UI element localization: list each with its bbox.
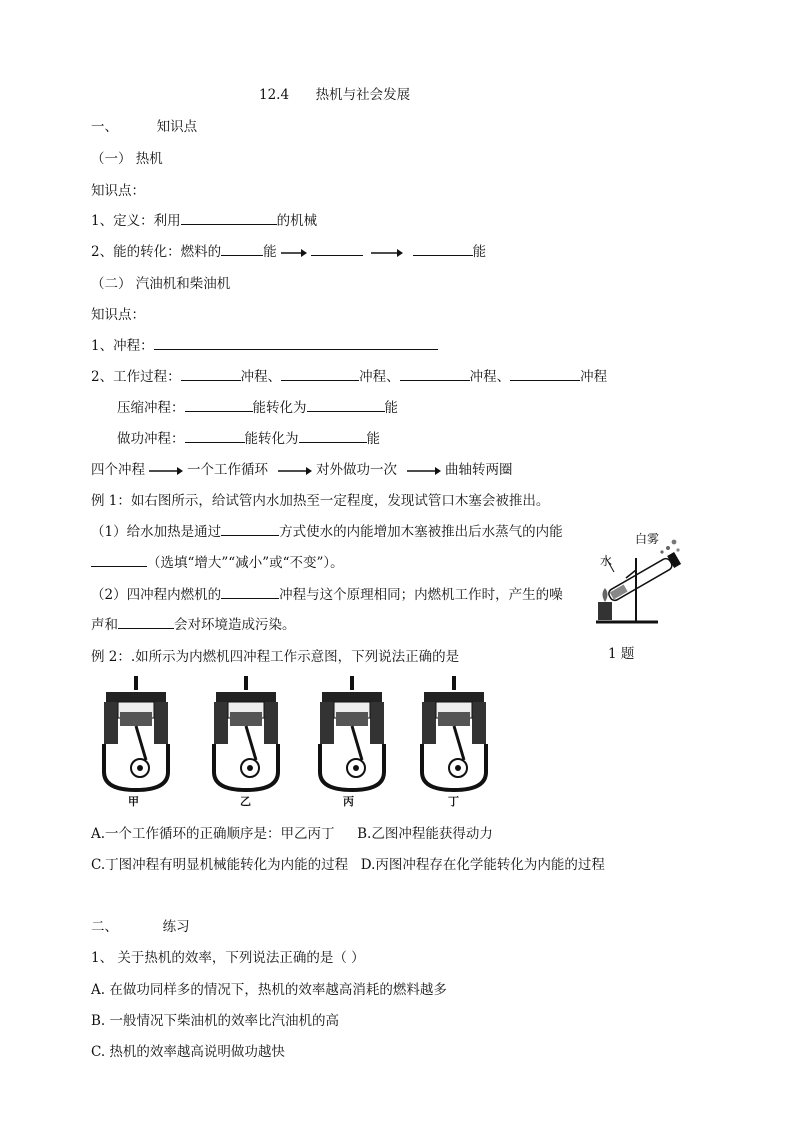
example1-intro: 例 1：如右图所示，给试管内水加热至一定程度，发现试管口木塞会被推出。 bbox=[91, 493, 550, 509]
fill-blank[interactable] bbox=[221, 584, 279, 599]
fill-blank[interactable] bbox=[185, 397, 253, 412]
example1-q2-line1: （2）四冲程内燃机的 冲程与这个原理相同；内燃机工作时，产生的噪 bbox=[91, 583, 563, 603]
arrow-right-icon bbox=[278, 467, 312, 475]
option-c[interactable]: C.丁图冲程有明显机械能转化为内能的过程 bbox=[91, 857, 349, 873]
engine-yi bbox=[214, 676, 278, 790]
fill-blank[interactable] bbox=[91, 552, 147, 567]
arrow-right-icon bbox=[371, 249, 403, 257]
section-heading-1 bbox=[91, 115, 197, 135]
section-number: 一、 bbox=[91, 119, 118, 135]
fill-blank[interactable] bbox=[307, 397, 385, 412]
power-stroke-line: 做功冲程： 能转化为 能 bbox=[117, 427, 380, 447]
option-d[interactable]: D.丙图冲程存在化学能转化为内能的过程 bbox=[360, 857, 605, 873]
section-number: 二、 bbox=[91, 919, 118, 935]
compression-stroke-line: 压缩冲程： 能转化为 能 bbox=[117, 396, 398, 416]
fog-label: 白雾 bbox=[635, 532, 660, 546]
engine-label-yi: 乙 bbox=[240, 795, 251, 808]
section-heading-2 bbox=[91, 915, 190, 935]
cycle-relation-line: 四个冲程 一个工作循环 对外做功一次 曲轴转两圈 bbox=[91, 462, 513, 478]
fill-blank[interactable] bbox=[311, 241, 363, 256]
example2-intro: 例 2：.如所示为内燃机四冲程工作示意图，下列说法正确的是 bbox=[91, 649, 460, 665]
fill-blank[interactable] bbox=[221, 241, 263, 256]
fill-blank[interactable] bbox=[185, 428, 245, 443]
fill-blank[interactable] bbox=[413, 241, 473, 256]
option-a[interactable]: A.一个工作循环的正确顺序是：甲乙丙丁 bbox=[91, 826, 335, 842]
fill-blank[interactable] bbox=[221, 521, 279, 536]
engine-label-ding: 丁 bbox=[448, 795, 459, 808]
engine-label-bing: 丙 bbox=[343, 795, 354, 808]
engine-bing bbox=[320, 676, 384, 790]
work-process-line: 2、工作过程： 冲程、 冲程、 冲程、 冲程 bbox=[91, 365, 607, 385]
title-number: 12.4 bbox=[259, 87, 290, 103]
definition-line: 1、定义：利用 的机械 bbox=[91, 209, 317, 229]
fill-blank[interactable] bbox=[154, 335, 438, 350]
fill-blank[interactable] bbox=[400, 366, 470, 381]
fill-blank[interactable] bbox=[281, 366, 359, 381]
arrow-right-icon bbox=[407, 467, 441, 475]
fill-blank[interactable] bbox=[510, 366, 580, 381]
example2-options-ab bbox=[91, 822, 493, 842]
question1-option-b[interactable]: B. 一般情况下柴油机的效率比汽油机的高 bbox=[91, 1013, 340, 1029]
fill-blank[interactable] bbox=[181, 366, 241, 381]
fill-blank[interactable] bbox=[118, 614, 174, 629]
engine-label-jia: 甲 bbox=[128, 795, 139, 808]
fill-blank[interactable] bbox=[299, 428, 367, 443]
arrow-right-icon bbox=[281, 249, 307, 257]
example1-q1-line1: （1）给水加热是通过 方式使水的内能增加木塞被推出后水蒸气的内能 bbox=[91, 520, 563, 540]
title-text: 热机与社会发展 bbox=[315, 87, 411, 103]
question1-option-a[interactable]: A. 在做功同样多的情况下，热机的效率越高消耗的燃料越多 bbox=[91, 982, 447, 998]
engine-diagrams bbox=[96, 672, 486, 807]
knowledge-label: 知识点： bbox=[91, 307, 145, 323]
subsection-heading-1: （一） 热机 bbox=[91, 151, 163, 167]
question1-stem: 1、 关于热机的效率，下列说法正确的是（ ） bbox=[91, 950, 365, 966]
section-label: 知识点 bbox=[156, 119, 198, 135]
arrow-right-icon bbox=[149, 467, 183, 475]
energy-conversion-line: 2、能的转化：燃料的 能 能 bbox=[91, 240, 486, 260]
section-label: 练习 bbox=[162, 919, 190, 935]
fill-blank[interactable] bbox=[181, 210, 277, 225]
figure-caption: 1 题 bbox=[608, 646, 635, 662]
option-b[interactable]: B.乙图冲程能获得动力 bbox=[357, 826, 493, 842]
subsection-heading-2: （二） 汽油机和柴油机 bbox=[91, 276, 231, 292]
water-label: 水 bbox=[600, 554, 613, 568]
example1-q1-line2: （选填“增大”“减小”或“不变”）。 bbox=[91, 551, 344, 571]
engine-ding bbox=[422, 676, 486, 790]
page-title bbox=[259, 83, 410, 103]
example1-q2-line2: 声和 会对环境造成污染。 bbox=[91, 613, 296, 633]
example2-options-cd bbox=[91, 853, 605, 873]
knowledge-label: 知识点： bbox=[91, 183, 145, 199]
alcohol-lamp bbox=[598, 602, 612, 620]
stroke-definition-line: 1、冲程： bbox=[91, 334, 438, 354]
question1-option-c[interactable]: C. 热机的效率越高说明做功越快 bbox=[91, 1044, 285, 1060]
engine-jia bbox=[104, 676, 168, 790]
